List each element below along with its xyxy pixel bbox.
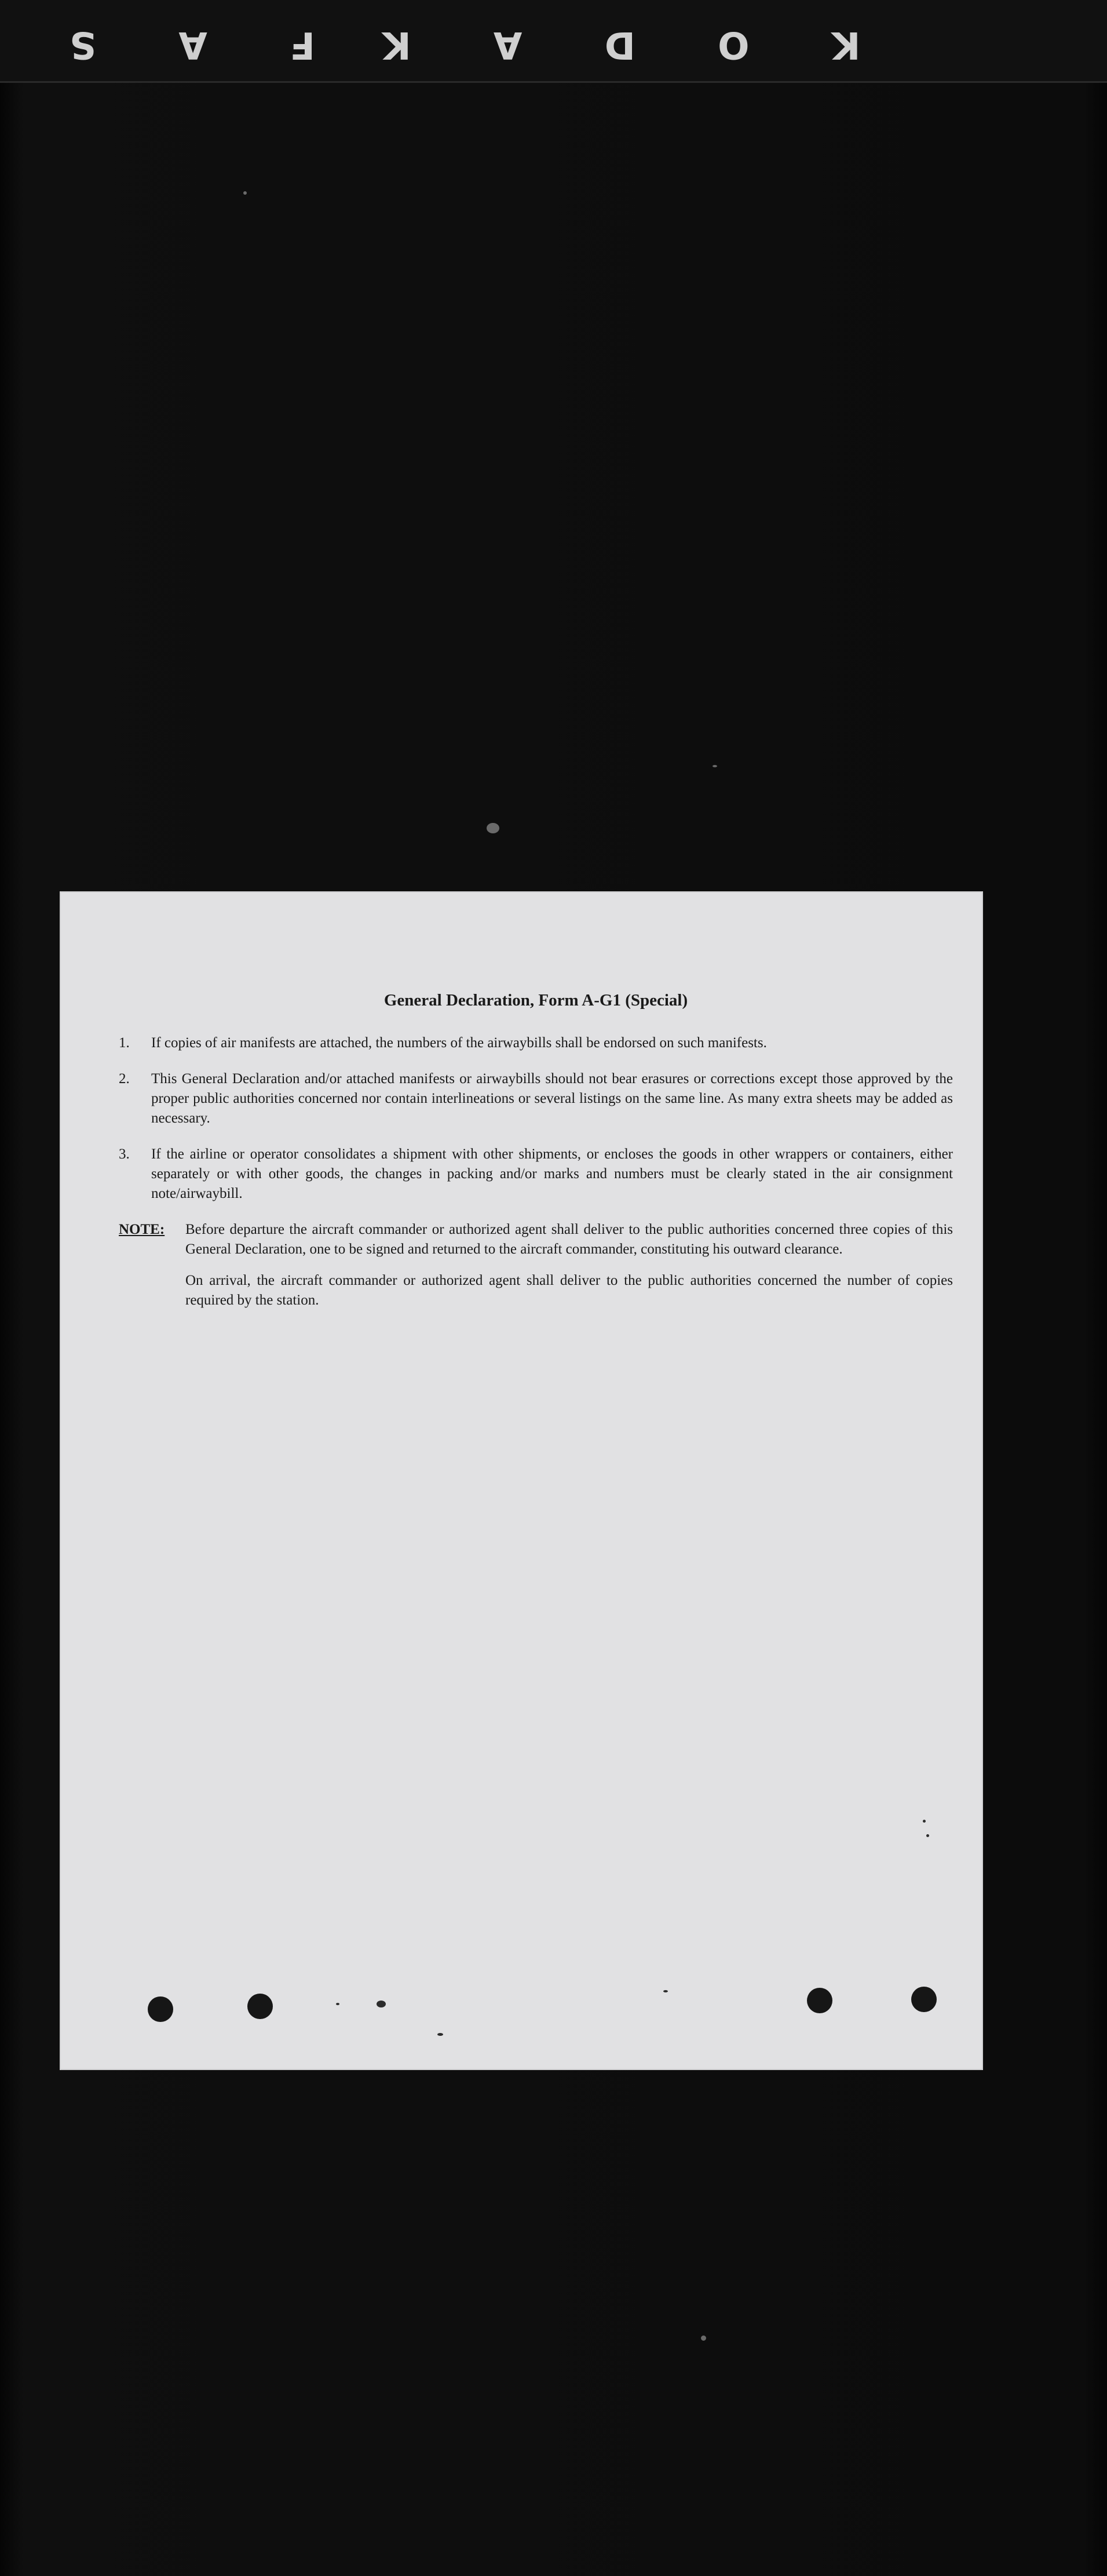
film-speck <box>243 191 247 195</box>
page-mark <box>336 2003 339 2005</box>
document-content <box>119 991 1014 1322</box>
list-item <box>119 1145 953 1204</box>
note-text: Before departure the aircraft commander or authorized agent shall deliver to the public authorities concerned three copies of this General Declaration, one to be signed and returned to the aircraft commander, constituting his outward clearance. <box>185 1222 953 1257</box>
item-text: This General Declaration and/or attached manifests or airwaybills should not bear erasures or corrections except those approved by the proper public authorities concerned nor contain interlineations or several listings on the same line. As many extra sheets may be added as necessary. <box>151 1071 953 1126</box>
film-edge-mark-left: F A S <box>35 23 315 66</box>
film-speck <box>487 823 499 833</box>
item-text: If copies of air manifests are attached, the numbers of the airwaybills shall be endorsed on such manifests. <box>151 1035 767 1051</box>
item-text: If the airline or operator consolidates a shipment with other shipments, or encloses the goods in other wrappers or containers, either separately or with other goods, the changes in packing and/or marks and numbers must be clearly stated in the air consignment note/airwaybill. <box>151 1146 953 1201</box>
document-page <box>61 892 982 2069</box>
note-label: NOTE: <box>119 1222 165 1237</box>
film-speck <box>701 2335 706 2341</box>
note-paragraph <box>119 1220 953 1259</box>
item-number: 2. <box>119 1071 130 1087</box>
page-mark <box>926 1834 929 1837</box>
page-mark <box>377 2001 386 2007</box>
item-number: 1. <box>119 1035 130 1051</box>
punch-hole <box>807 1988 832 2013</box>
punch-hole <box>247 1994 273 2019</box>
film-edge-mark-right: K O D A K <box>348 23 861 66</box>
note-text: On arrival, the aircraft commander or authorized agent shall deliver to the public authorities concerned the number of copies required by the station. <box>185 1273 953 1308</box>
punch-hole <box>148 1996 173 2022</box>
page-mark <box>437 2033 443 2036</box>
film-edge-strip <box>0 0 1107 83</box>
page-mark <box>923 1820 926 1823</box>
list-item <box>119 1069 953 1128</box>
document-title: General Declaration, Form A-G1 (Special) <box>383 991 688 1010</box>
list-item <box>119 1033 953 1053</box>
page-mark <box>663 1990 668 1992</box>
item-number: 3. <box>119 1146 130 1162</box>
note-paragraph <box>119 1271 953 1310</box>
film-speck <box>713 765 717 767</box>
punch-hole <box>911 1987 937 2012</box>
